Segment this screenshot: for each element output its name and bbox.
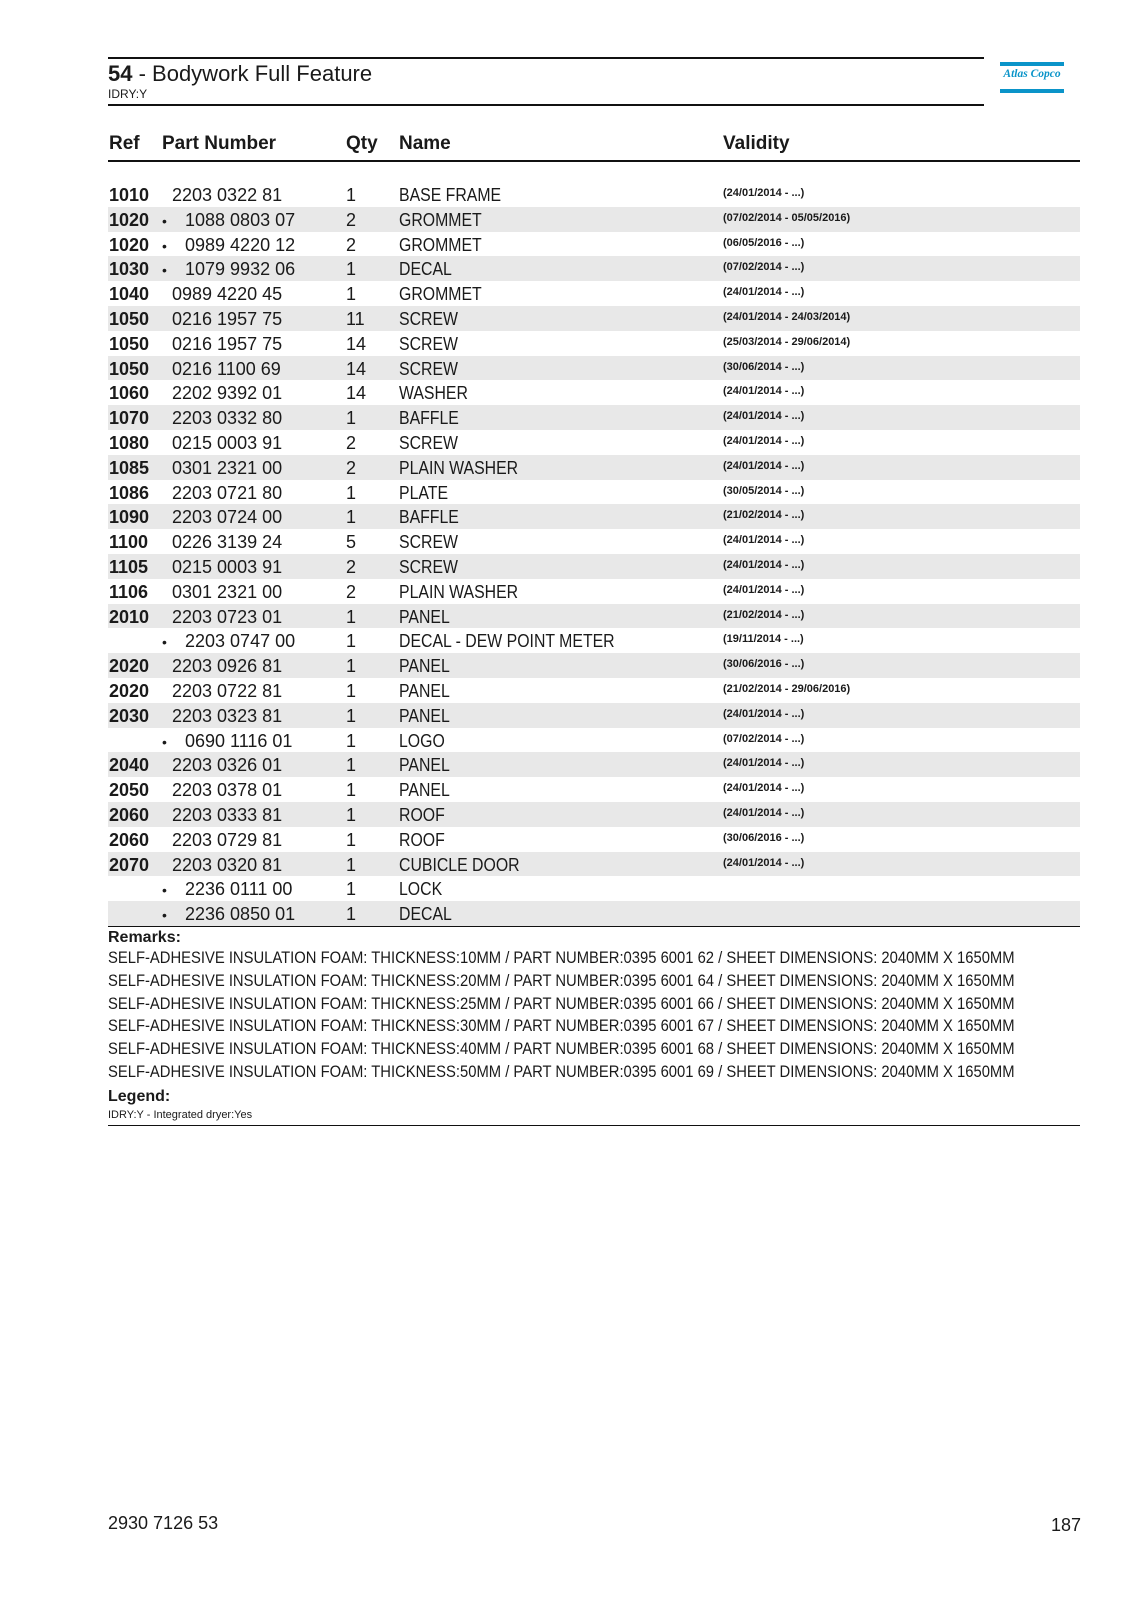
part-number-cell: 0216 1957 75 [172, 333, 283, 354]
qty-cell: 1 [346, 755, 357, 776]
name-cell: DECAL [399, 904, 452, 925]
validity-cell: (21/02/2014 - ...) [723, 608, 805, 621]
qty-cell: 1 [346, 730, 357, 751]
section-number: 54 [108, 61, 133, 86]
name-cell: PLATE [399, 482, 449, 503]
name-cell: GROMMET [399, 234, 482, 255]
ref-cell: 2060 [109, 829, 150, 850]
ref-cell: 1090 [109, 507, 150, 528]
validity-cell: (24/01/2014 - ...) [723, 707, 805, 720]
validity-cell: (24/01/2014 - ...) [723, 757, 805, 770]
ref-cell: 1030 [109, 259, 150, 280]
qty-cell: 1 [346, 408, 357, 429]
qty-cell: 1 [346, 284, 357, 305]
table-row [108, 182, 1080, 207]
bullet-icon: • [162, 882, 167, 899]
name-cell: BASE FRAME [399, 185, 502, 205]
part-number-cell: 2203 0723 01 [172, 606, 283, 627]
name-cell: BAFFLE [399, 408, 459, 429]
name-cell: SCREW [399, 358, 458, 379]
name-cell: PANEL [399, 755, 450, 776]
name-cell: PANEL [399, 680, 450, 701]
name-cell: ROOF [399, 804, 445, 825]
validity-cell: (21/02/2014 - 29/06/2016) [723, 682, 851, 695]
name-cell: GROMMET [399, 284, 482, 305]
ref-cell: 2050 [109, 780, 150, 801]
qty-cell: 1 [346, 854, 357, 875]
legend-label: Legend: [108, 1088, 171, 1105]
qty-cell: 14 [346, 358, 367, 379]
legend-section [108, 1088, 1080, 1126]
page-subtitle: IDRY:Y [108, 87, 148, 101]
ref-cell: 1060 [109, 383, 150, 404]
qty-cell: 5 [346, 532, 357, 553]
qty-cell: 2 [346, 432, 357, 453]
ref-cell: 2030 [109, 705, 150, 726]
name-cell: DECAL - DEW POINT METER [399, 631, 615, 652]
column-header-validity: Validity [723, 133, 790, 154]
bullet-icon: • [162, 237, 167, 254]
part-number-cell: 0989 4220 45 [172, 284, 283, 305]
logo-bar-top [1000, 62, 1064, 66]
remark-line: SELF-ADHESIVE INSULATION FOAM: THICKNESS:10MM / PART NUMBER:0395 6001 62 / SHEET DIMENSIONS: 2040MM X 1650MM [108, 948, 1015, 967]
part-number-cell: 2203 0332 80 [172, 408, 283, 429]
table-row [108, 827, 1080, 852]
validity-cell: (25/03/2014 - 29/06/2014) [723, 335, 851, 348]
validity-cell: (30/05/2014 - ...) [723, 484, 805, 497]
qty-cell: 1 [346, 904, 357, 925]
part-number-cell: 2203 0729 81 [172, 829, 283, 850]
ref-cell: 1080 [109, 432, 150, 453]
column-header-qty: Qty [346, 133, 378, 154]
table-row [108, 554, 1080, 579]
ref-cell: 2060 [109, 804, 150, 825]
part-number-cell: 2203 0378 01 [172, 780, 283, 801]
name-cell: PANEL [399, 705, 450, 726]
table-row [108, 281, 1080, 306]
part-number-cell: 2203 0320 81 [172, 854, 283, 875]
part-number-cell: 2202 9392 01 [172, 383, 283, 404]
name-cell: SCREW [399, 556, 458, 577]
validity-cell: (07/02/2014 - ...) [723, 261, 805, 274]
qty-cell: 1 [346, 507, 357, 528]
table-row [108, 232, 1080, 257]
qty-cell: 1 [346, 804, 357, 825]
ref-cell: 1050 [109, 333, 150, 354]
table-row [108, 604, 1080, 629]
ref-cell: 2070 [109, 854, 150, 875]
part-number-cell: 0690 1116 01 [185, 730, 293, 751]
table-row [108, 455, 1080, 480]
table-row [108, 678, 1080, 703]
ref-cell: 1070 [109, 408, 150, 429]
validity-cell: (21/02/2014 - ...) [723, 509, 805, 522]
remark-line: SELF-ADHESIVE INSULATION FOAM: THICKNESS:30MM / PART NUMBER:0395 6001 67 / SHEET DIMENSIONS: 2040MM X 1650MM [108, 1016, 1015, 1036]
name-cell: PANEL [399, 606, 450, 627]
qty-cell: 2 [346, 457, 357, 478]
validity-cell: (30/06/2014 - ...) [723, 360, 805, 373]
qty-cell: 2 [346, 556, 357, 577]
qty-cell: 1 [346, 680, 357, 701]
name-cell: PLAIN WASHER [399, 581, 519, 602]
remark-line: SELF-ADHESIVE INSULATION FOAM: THICKNESS:25MM / PART NUMBER:0395 6001 66 / SHEET DIMENSIONS: 2040MM X 1650MM [108, 993, 1015, 1013]
table-row [108, 529, 1080, 554]
name-cell: ROOF [399, 829, 445, 850]
document-number: 2930 7126 53 [108, 1513, 219, 1533]
part-number-cell: 0216 1100 69 [172, 358, 281, 379]
bullet-icon: • [162, 733, 167, 750]
table-row [108, 356, 1080, 381]
ref-cell: 2020 [109, 680, 150, 701]
validity-cell: (30/06/2016 - ...) [723, 658, 805, 671]
table-row [108, 306, 1080, 331]
validity-cell: (24/01/2014 - ...) [723, 856, 805, 869]
table-row [108, 331, 1080, 356]
validity-cell: (06/05/2016 - ...) [723, 236, 805, 249]
part-number-cell: 1079 9932 06 [185, 259, 296, 280]
validity-cell: (24/01/2014 - ...) [723, 434, 805, 447]
ref-cell: 1106 [109, 581, 149, 602]
qty-cell: 1 [346, 829, 357, 850]
ref-cell: 2040 [109, 755, 150, 776]
logo-text: Atlas Copco [1003, 68, 1061, 80]
validity-cell: (19/11/2014 - ...) [723, 633, 804, 646]
qty-cell: 1 [346, 631, 357, 652]
column-header-part-number: Part Number [162, 133, 277, 154]
validity-cell: (24/01/2014 - 24/03/2014) [723, 310, 851, 323]
validity-cell: (24/01/2014 - ...) [723, 534, 805, 547]
qty-cell: 1 [346, 606, 357, 627]
part-number-cell: 0215 0003 91 [172, 432, 283, 453]
table-row [108, 579, 1080, 604]
table-row [108, 901, 1080, 926]
name-cell: CUBICLE DOOR [399, 854, 520, 875]
validity-cell: (24/01/2014 - ...) [723, 558, 805, 571]
name-cell: LOCK [399, 879, 443, 900]
name-cell: WASHER [399, 383, 468, 404]
table-row [108, 852, 1080, 877]
atlas-copco-logo [1000, 62, 1064, 94]
table-row [108, 207, 1080, 232]
table-row [108, 728, 1080, 753]
name-cell: PANEL [399, 780, 450, 801]
part-number-cell: 2203 0724 00 [172, 507, 283, 528]
validity-cell: (24/01/2014 - ...) [723, 782, 805, 795]
qty-cell: 1 [346, 656, 357, 677]
table-row [108, 405, 1080, 430]
ref-cell: 1020 [109, 234, 150, 255]
table-row [108, 256, 1080, 281]
page-header [108, 57, 984, 106]
qty-cell: 1 [346, 259, 357, 280]
validity-cell: (24/01/2014 - ...) [723, 583, 805, 596]
part-number-cell: 2203 0747 00 [185, 631, 296, 652]
table-row [108, 430, 1080, 455]
bullet-icon: • [162, 212, 167, 229]
qty-cell: 1 [346, 780, 357, 801]
table-row [108, 777, 1080, 802]
column-header-name: Name [399, 133, 451, 154]
remarks-section [108, 926, 1080, 1084]
ref-cell: 1050 [109, 308, 150, 329]
table-row [108, 703, 1080, 728]
part-number-cell: 0989 4220 12 [185, 234, 296, 255]
table-row [108, 480, 1080, 505]
ref-cell: 1105 [109, 556, 149, 577]
validity-cell: (07/02/2014 - 05/05/2016) [723, 211, 851, 224]
name-cell: SCREW [399, 532, 458, 553]
qty-cell: 2 [346, 209, 357, 230]
name-cell: LOGO [399, 730, 445, 751]
qty-cell: 1 [346, 482, 357, 503]
table-row [108, 653, 1080, 678]
ref-cell: 2010 [109, 606, 150, 627]
name-cell: GROMMET [399, 209, 482, 230]
bullet-icon: • [162, 634, 167, 651]
table-row [108, 380, 1080, 405]
name-cell: DECAL [399, 259, 452, 280]
remarks-lines [108, 947, 1080, 1084]
part-number-cell: 0301 2321 00 [172, 457, 283, 478]
remark-line: SELF-ADHESIVE INSULATION FOAM: THICKNESS:40MM / PART NUMBER:0395 6001 68 / SHEET DIMENSIONS: 2040MM X 1650MM [108, 1039, 1015, 1059]
part-number-cell: 0216 1957 75 [172, 308, 283, 329]
qty-cell: 14 [346, 333, 367, 354]
validity-cell: (24/01/2014 - ...) [723, 410, 805, 423]
ref-cell: 2020 [109, 656, 150, 677]
page-number: 187 [1050, 1515, 1081, 1535]
qty-cell: 2 [346, 234, 357, 255]
part-number-cell: 2203 0333 81 [172, 804, 283, 825]
table-row [108, 504, 1080, 529]
ref-cell: 1020 [109, 209, 150, 230]
qty-cell: 1 [346, 879, 357, 900]
validity-cell: (24/01/2014 - ...) [723, 806, 805, 819]
part-number-cell: 2203 0721 80 [172, 482, 283, 503]
remarks-label: Remarks: [108, 929, 181, 946]
validity-cell: (24/01/2014 - ...) [723, 385, 805, 398]
part-number-cell: 0215 0003 91 [172, 556, 283, 577]
ref-cell: 1050 [109, 358, 150, 379]
validity-cell: (24/01/2014 - ...) [723, 459, 805, 472]
validity-cell: (30/06/2016 - ...) [723, 831, 805, 844]
page-title [108, 61, 372, 87]
part-number-cell: 2203 0722 81 [172, 680, 283, 701]
bullet-icon: • [162, 262, 167, 279]
qty-cell: 11 [346, 308, 365, 329]
qty-cell: 1 [346, 705, 357, 726]
bullet-icon: • [162, 907, 167, 924]
ref-cell: 1100 [109, 532, 149, 553]
section-title: - Bodywork Full Feature [132, 61, 373, 86]
remark-line: SELF-ADHESIVE INSULATION FOAM: THICKNESS:50MM / PART NUMBER:0395 6001 69 / SHEET DIMENSIONS: 2040MM X 1650MM [108, 1061, 1015, 1081]
qty-cell: 2 [346, 581, 357, 602]
part-number-cell: 2203 0322 81 [172, 185, 283, 205]
name-cell: SCREW [399, 308, 458, 329]
name-cell: SCREW [399, 432, 458, 453]
qty-cell: 14 [346, 383, 367, 404]
ref-cell: 1010 [109, 185, 150, 205]
ref-cell: 1085 [109, 457, 150, 478]
part-number-cell: 0301 2321 00 [172, 581, 283, 602]
validity-cell: (07/02/2014 - ...) [723, 732, 805, 745]
legend-text: IDRY:Y - Integrated dryer:Yes [108, 1109, 253, 1121]
part-number-cell: 2203 0323 81 [172, 705, 283, 726]
logo-bar-bottom [1000, 89, 1064, 93]
parts-table [108, 182, 1080, 926]
table-row [108, 752, 1080, 777]
column-header-ref: Ref [109, 133, 140, 154]
part-number-cell: 2203 0926 81 [172, 656, 283, 677]
name-cell: BAFFLE [399, 507, 459, 528]
validity-cell: (24/01/2014 - ...) [723, 286, 805, 299]
remark-line: SELF-ADHESIVE INSULATION FOAM: THICKNESS:20MM / PART NUMBER:0395 6001 64 / SHEET DIMENSIONS: 2040MM X 1650MM [108, 970, 1015, 990]
table-header [108, 132, 1080, 162]
table-row [108, 802, 1080, 827]
part-number-cell: 0226 3139 24 [172, 532, 283, 553]
validity-cell: (24/01/2014 - ...) [723, 187, 805, 199]
part-number-cell: 2203 0326 01 [172, 755, 283, 776]
ref-cell: 1040 [109, 284, 150, 305]
part-number-cell: 2236 0111 00 [185, 879, 293, 900]
name-cell: SCREW [399, 333, 458, 354]
qty-cell: 1 [346, 185, 357, 205]
table-row [108, 628, 1080, 653]
ref-cell: 1086 [109, 482, 150, 503]
part-number-cell: 1088 0803 07 [185, 209, 296, 230]
name-cell: PANEL [399, 656, 450, 677]
table-row [108, 876, 1080, 901]
name-cell: PLAIN WASHER [399, 457, 519, 478]
part-number-cell: 2236 0850 01 [185, 904, 296, 925]
